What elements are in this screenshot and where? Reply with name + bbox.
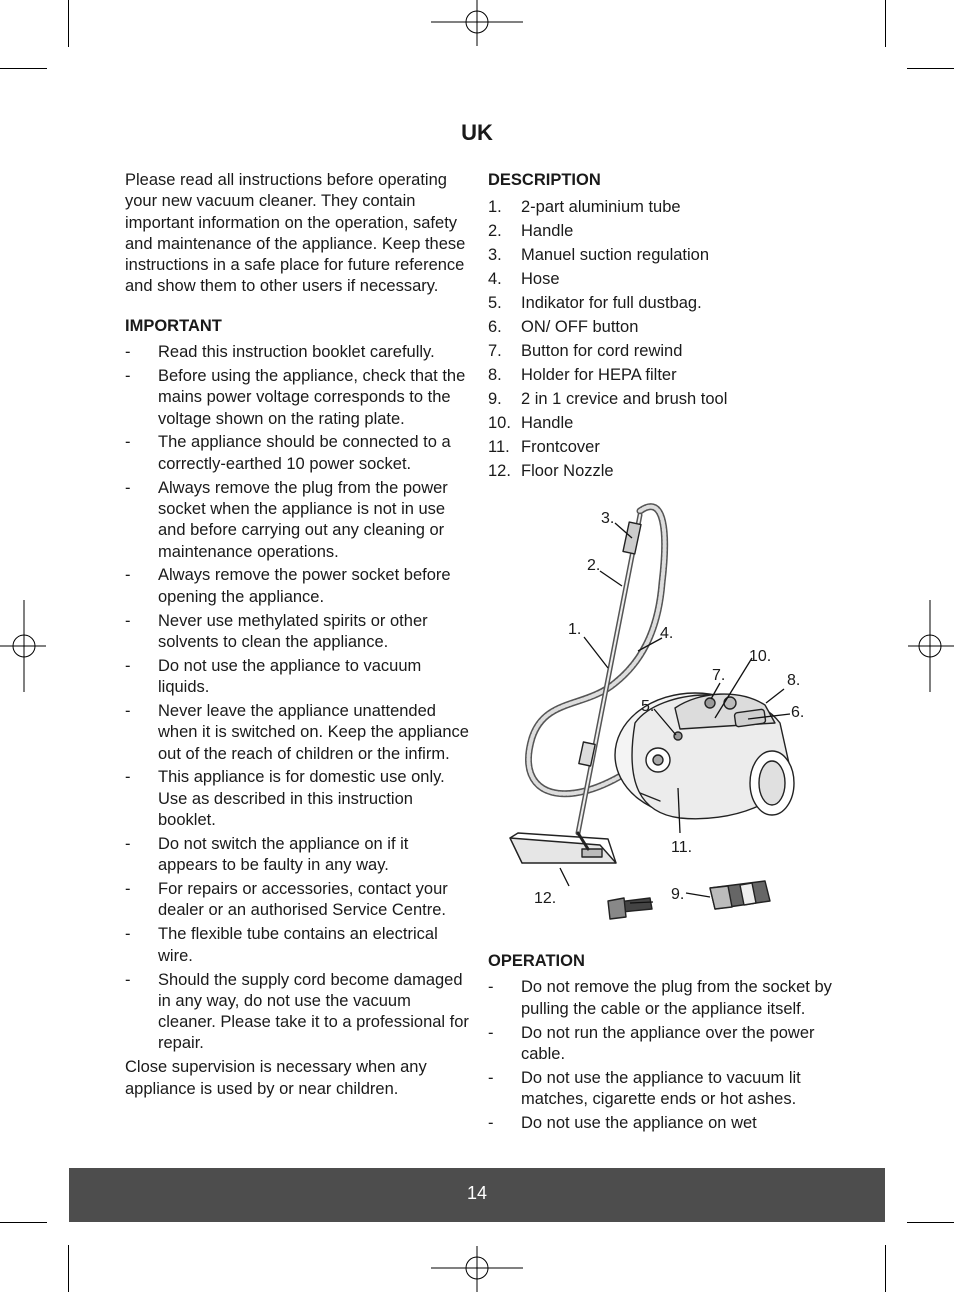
crop-mark: [68, 1245, 69, 1292]
list-item: - Do not use the appliance on wet: [488, 1113, 757, 1132]
callout-label-6: 6.: [791, 704, 805, 721]
list-item: - Never use methylated spirits or other solvents to clean the appliance.: [125, 611, 428, 651]
callout-label-3: 3.: [601, 510, 615, 527]
callout-label-1: 1.: [568, 621, 582, 638]
callout-label-7: 7.: [712, 667, 726, 684]
list-item: 1. 2-part aluminium tube: [488, 198, 681, 217]
important-heading: IMPORTANT: [125, 316, 222, 335]
callout-label-4: 4.: [660, 625, 674, 642]
registration-mark-right: [906, 600, 954, 692]
list-item: - Do not switch the appliance on if it appears to be faulty in any way.: [125, 834, 409, 875]
list-item: - This appliance is for domestic use only. Use as described in this instruction booklet.: [125, 768, 445, 830]
crop-mark: [0, 1222, 47, 1223]
list-item: 9. 2 in 1 crevice and brush tool: [488, 390, 728, 409]
left-column: [125, 170, 470, 1100]
registration-mark-left: [0, 600, 48, 692]
list-item: - The appliance should be connected to a correctly-earthed 10 power socket.: [125, 433, 451, 473]
operation-list: [488, 977, 833, 1134]
list-item: 11. Frontcover: [488, 438, 600, 457]
callout-label-10: 10.: [749, 648, 772, 665]
footer-bar: [69, 1168, 885, 1222]
list-item: - Should the supply cord become damaged in any way, do not use the vacuum cleaner. Please take it to a professional for repair.: [125, 970, 469, 1053]
callout-label-12: 12.: [534, 890, 557, 907]
callout-label-5: 5.: [641, 698, 655, 715]
list-item: 12. Floor Nozzle: [488, 462, 614, 481]
list-item: 8. Holder for HEPA filter: [488, 366, 677, 385]
list-item: - Do not use the appliance to vacuum lit matches, cigarette ends or hot ashes.: [488, 1068, 801, 1109]
list-item: 3. Manuel suction regulation: [488, 246, 710, 265]
supervision-note: Close supervision is necessary when any appliance is used by or near children.: [125, 1058, 427, 1098]
description-list: [488, 197, 833, 482]
registration-mark-top: [431, 0, 523, 50]
crop-mark: [0, 68, 47, 69]
intro-paragraph: Please read all instructions before operating your new vacuum cleaner. They contain important information on the operation, safety and maintenance of the appliance. Keep these instructions in a safe place for future reference and show them to other users if necessary.: [125, 171, 466, 296]
callout-label-8: 8.: [787, 672, 801, 689]
language-heading: UK: [461, 120, 493, 145]
list-item: - For repairs or accessories, contact your dealer or an authorised Service Centre.: [125, 880, 448, 920]
description-heading: DESCRIPTION: [488, 171, 601, 189]
callout-label-11: 11.: [671, 839, 693, 856]
list-item: 2. Handle: [488, 222, 574, 241]
crop-mark: [907, 1222, 954, 1223]
list-item: - Do not use the appliance to vacuum liquids.: [125, 656, 422, 697]
important-list: [125, 342, 470, 1055]
list-item: - Before using the appliance, check that the mains power voltage corresponds to the voltage shown on the rating plate.: [125, 366, 466, 428]
crop-mark: [885, 1245, 886, 1292]
list-item: - Do not run the appliance over the power cable.: [488, 1023, 815, 1063]
registration-mark-bottom: [431, 1244, 523, 1294]
callout-label-2: 2.: [587, 557, 601, 574]
vacuum-cleaner-diagram: [490, 493, 835, 938]
list-item: 5. Indikator for full dustbag.: [488, 294, 702, 313]
list-item: 6. ON/ OFF button: [488, 318, 639, 337]
list-item: 4. Hose: [488, 270, 560, 289]
list-item: - Read this instruction booklet carefully.: [125, 343, 435, 362]
list-item: - The flexible tube contains an electrical wire.: [125, 925, 438, 965]
list-item: - Always remove the power socket before opening the appliance.: [125, 566, 451, 606]
page-number: 14: [466, 1183, 488, 1203]
crop-mark: [885, 0, 886, 47]
callout-label-9: 9.: [671, 886, 685, 903]
crop-mark: [68, 0, 69, 47]
crop-mark: [907, 68, 954, 69]
list-item: 10. Handle: [488, 414, 574, 433]
list-item: - Always remove the plug from the power socket when the appliance is not in use and before carrying out any cleaning or maintenance operations.: [125, 478, 448, 561]
list-item: - Do not remove the plug from the socket by pulling the cable or the appliance itself.: [488, 978, 832, 1018]
list-item: - Never leave the appliance unattended when it is switched on. Keep the appliance out of the reach of children or the infirm.: [125, 701, 469, 763]
list-item: 7. Button for cord rewind: [488, 342, 683, 361]
operation-heading: OPERATION: [488, 952, 585, 971]
